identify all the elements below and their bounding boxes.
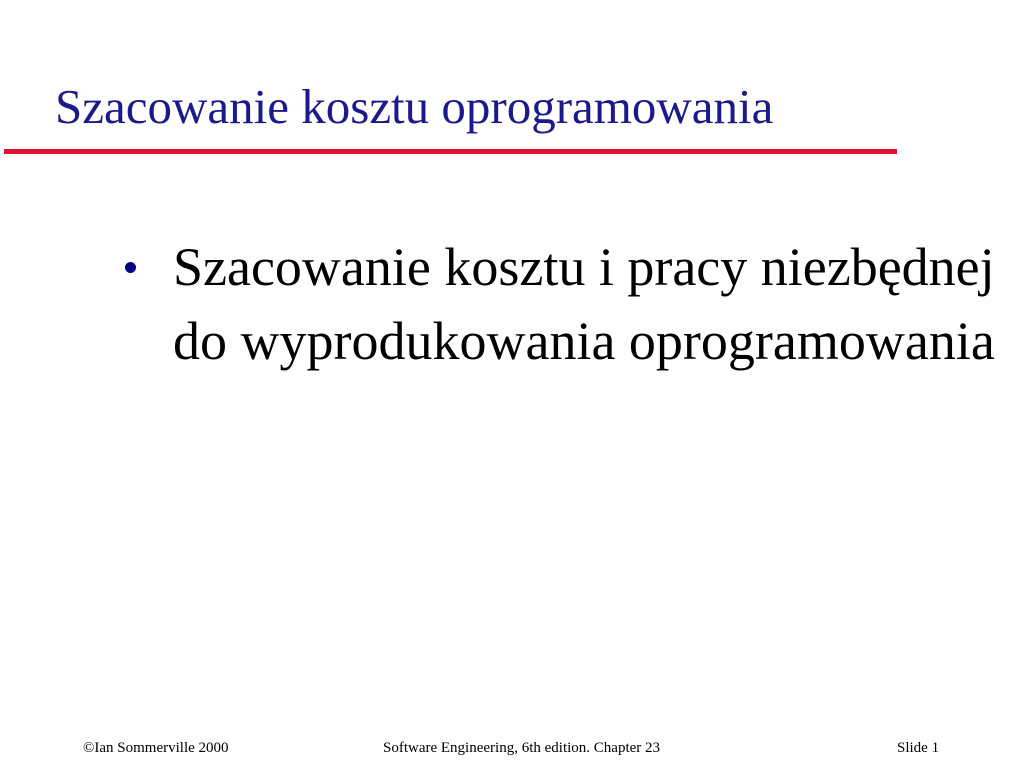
bullet-text: Szacowanie kosztu i pracy niezbędnej do wyprodukowania oprogramowania	[173, 237, 995, 371]
footer-slide-number: Slide 1	[897, 740, 940, 756]
slide-footer	[0, 738, 1024, 758]
bullet-dot-icon	[125, 262, 136, 273]
footer-copyright: ©Ian Sommerville 2000	[83, 740, 229, 756]
footer-book-chapter: Software Engineering, 6th edition. Chapter 23	[383, 740, 661, 756]
slide-title: Szacowanie kosztu oprogramowania	[55, 79, 774, 134]
title-underline-rule	[4, 149, 897, 154]
